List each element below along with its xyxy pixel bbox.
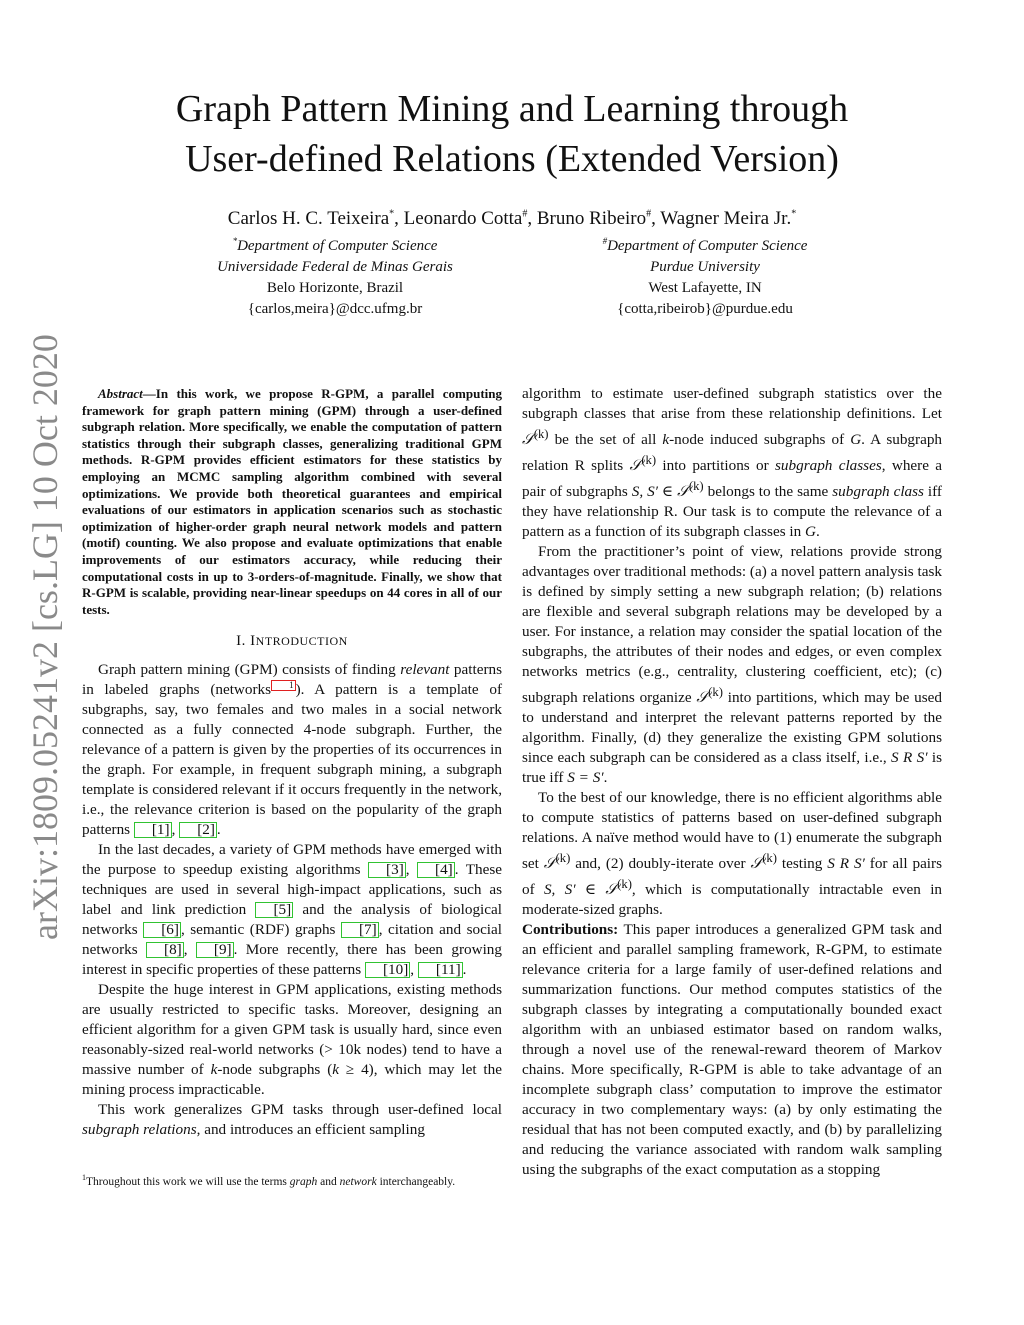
affiliation-right [550,236,860,320]
affiliation-mark: * [791,208,797,220]
department: Department of Computer Science [237,238,438,254]
citation-link[interactable]: [2] [179,822,217,838]
affiliation-mark: * [389,208,395,220]
arxiv-identifier: arXiv:1809.05241v2 [cs.LG] 10 Oct 2020 [25,334,65,940]
university: Universidade Federal de Minas Gerais [217,259,453,275]
citation-link[interactable]: [9] [196,942,234,958]
affiliation-mark: # [646,208,652,220]
footnote: $^1$Throughout this work we will use the terms graph and network interchangeably. [82,1173,456,1188]
citation-link[interactable]: [10] [365,962,410,978]
paragraph: Contributions: This paper introduces a generalized GPM task and an efficient and parallel sampling framework, R-GPM, to estimate relevance criteria for a large family of user-defined relations and summarization functions. Our method computes statistics of the subgraph classes by integrating a computationally bounded exact algorithm with an unbiased estimator based on random walks, through a novel use of the renewal-reward theorem of Markov chains. More specifically, R-GPM is able to take advantage of an incomplete subgraph class’ computation to improve the estimator accuracy in two complementary ways: (a) by only estimating the residual that has not been computed exactly, and (b) by parallelizing and reducing the variance associated with random walk sampling using the subgraphs of the exact computation as a stopping [522,921,942,1179]
abstract-text: —In this work, we propose R-GPM, a parallel computing framework for graph pattern mining (GPM) through a user-defined subgraph relation. More specifically, we enable the computation of pattern statistics through their subgraph classes, generalizing traditional GPM methods. R-GPM provides efficient estimators for these statistics by employing an MCMC sampling algorithm combined with several optimizations. We provide both theoretical guarantees and empirical evaluations of our estimators in application scenarios such as stochastic optimization of higher-order graph neural network models and pattern (motif) counting. We also propose and evaluate optimizations that enable improvements of our estimators accuracy, while reducing their computational costs in up to 3-orders-of-magnitude. Finally, we show that R-GPM is scalable, providing near-linear speedups on 44 cores in all of our tests. [82,386,502,617]
city: Belo Horizonte, Brazil [266,280,404,296]
affiliation-mark: # [602,236,608,246]
paragraph: Graph pattern mining (GPM) consists of finding relevant patterns in labeled graphs (networks 1 ). A pattern is a template of subgraphs, say, two females and two males in a social network connected as a fully connected 4-node subgraph. Further, the relevance of a pattern is given by the properties of its occurrences in the graph. For example, in frequent subgraph mining, a subgraph template is considered relevant if it occurs frequently in the network, i.e., the relevance criterion is based on the popularity of the graph patterns [1] , [2] . [82,661,503,839]
footnote-mark: 1 [82,1173,86,1182]
paragraph: This work generalizes GPM tasks through user-defined local subgraph relations, and introduces an efficient sampling [82,1101,502,1139]
paragraph: In the last decades, a variety of GPM methods have emerged with the purpose to speedup existing algorithms [3] , [4] . These techniques are used in several high-impact applications, such as label and link prediction [5] and the analysis of biological networks [6] , semantic (RDF) graphs [7] , citation and social networks [8] , [9] . More recently, there has been growing interest in specific properties of these patterns [10] , [11] . [82,841,502,979]
email: {carlos,meira}@dcc.ufmg.br [247,301,423,317]
city: West Lafayette, IN [648,280,762,296]
author-name: Bruno Ribeiro [536,208,647,229]
paragraph: Despite the huge interest in GPM applications, existing methods are usually restricted to specific tasks. Moreover, designing an efficient algorithm for a given GPM task is usually hard, since even reasonably-sized real-world networks (> 10k nodes) tend to have a massive number of k-node subgraphs (k ≥ 4), which may let the mining process impracticable. [82,981,502,1099]
citation-link[interactable]: [11] [418,962,463,978]
left-column [82,386,502,1140]
affiliation-mark: # [522,208,528,220]
author-list: Carlos H. C. Teixeira*, Leonardo Cotta#, Bruno Ribeiro#, Wagner Meira Jr.* [227,208,797,229]
footnote-link[interactable]: 1 [271,680,296,691]
email: {cotta,ribeirob}@purdue.edu [617,301,793,317]
citation-link[interactable]: [8] [146,942,184,958]
section-heading: I. INTRODUCTION [236,633,348,650]
citation-link[interactable]: [1] [134,822,172,838]
author-name: Carlos H. C. Teixeira [227,208,390,229]
university: Purdue University [650,259,760,275]
author-name: Wagner Meira Jr. [660,208,792,229]
paragraph: algorithm to estimate user-defined subgraph statistics over the subgraph classes that arise from these relationship definitions. Let 𝒮$^{(k)}$ be the set of all k-node induced subgraphs of G. A subgraph relation R splits 𝒮$^{(k)}$ into partitions or subgraph classes, where a pair of subgraphs S, S′ ∈ 𝒮$^{(k)}$ belongs to the same subgraph class iff they have relationship R. Our task is to compute the relevance of a pattern as a function of its subgraph classes in G. [522,385,943,541]
abstract [82,386,502,618]
affiliation-mark: * [232,236,238,246]
affiliation-left [180,236,490,320]
paragraph: From the practitioner’s point of view, relations provide strong advantages over traditional methods: (a) a novel pattern analysis task is defined by simply setting a new subgraph relation; (b) relations are flexible and several subgraph relations may be developed by a user. For instance, a relation may consider the spatial location of the subgraphs, the attributes of their nodes and edges, or even complex networks metrics (e.g., centrality, clustering coefficient, etc); (c) subgraph relations organize 𝒮$^{(k)}$ into partitions, which may be used to understand and interpret the relevant patterns reported by the algorithm. Finally, (d) they generalize the existing GPM solutions since each subgraph can be considered as a class itself, i.e., S R S′ is true iff S = S′. [522,543,943,787]
abstract-label: Abstract [98,386,143,401]
citation-link[interactable]: [5] [255,902,293,918]
author-name: Leonardo Cotta [403,208,523,229]
contributions-label: Contributions: [522,921,619,939]
citation-link[interactable]: [7] [341,922,379,938]
right-column [522,384,942,1180]
citation-link[interactable]: [3] [368,862,406,878]
paragraph: To the best of our knowledge, there is no efficient algorithms able to compute statistics of patterns based on user-defined subgraph relations. A naïve method would have to (1) enumerate the subgraph set 𝒮$^{(k)}$ and, (2) doubly-iterate over 𝒮$^{(k)}$ testing S R S′ for all pairs of S, S′ ∈ 𝒮$^{(k)}$, which is computationally intractable even in moderate-sized graphs. [522,789,943,919]
title-line-1: Graph Pattern Mining and Learning through [175,88,849,130]
citation-link[interactable]: [6] [143,922,181,938]
title-line-2: User-defined Relations (Extended Version) [185,138,839,180]
page-title [100,84,924,184]
citation-link[interactable]: [4] [417,862,455,878]
department: Department of Computer Science [607,238,808,254]
